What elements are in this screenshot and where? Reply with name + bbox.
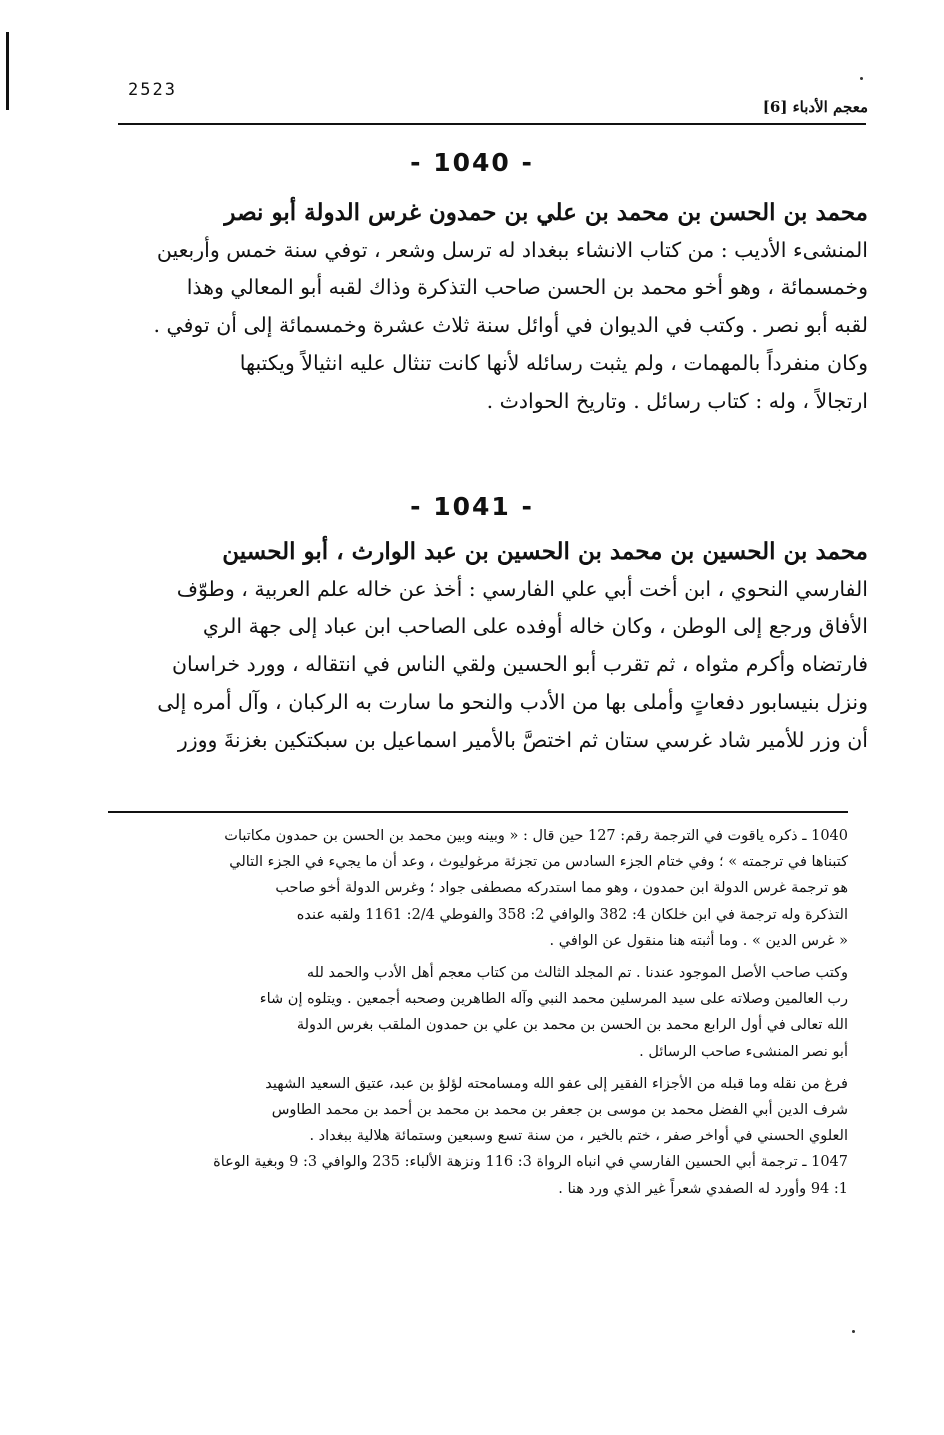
footnote-line: شرف الدين أبي الفضل محمد بن موسى بن جعفر بن محمد بن محمد بن أحمد بن محمد الطاوس — [271, 1102, 848, 1119]
footnote-line: وكتب صاحب الأصل الموجود عندنا . تم المجلد الثالث من كتاب معجم أهل الأدب والحمد لله — [306, 965, 848, 982]
entry-1041-line: الفارسي النحوي ، ابن أخت أبي علي الفارسي : أخذ عن خاله علم العربية ، وطوّف — [176, 576, 868, 601]
entry-1040-line: وخمسمائة ، وهو أخو محمد بن الحسن صاحب التذكرة وذاك لقبه أبو المعالي وهذا — [186, 275, 868, 300]
footnote-line: أبو نصر المنشىء صاحب الرسائل . — [639, 1043, 848, 1060]
scan-speck — [852, 1330, 855, 1333]
entry-1040-line: ارتجالاً ، وله : كتاب رسائل . وتاريخ الحوادث . — [486, 388, 868, 413]
header-rule — [118, 123, 866, 125]
footnote-line: 1047 ـ ترجمة أبي الحسين الفارسي في انباه الرواة 3: 116 ونزهة الألباء: 235 والوافي 3: 9 وبغية الوعاة — [213, 1154, 848, 1171]
entry-1041-body — [108, 533, 868, 759]
entry-1040-line: وكان منفرداً بالمهمات ، ولم يثبت رسائله لأنها كانت تنثال عليه انثيالاً ويكتبها — [239, 350, 868, 375]
footnote-line: رب العالمين وصلاته على سيد المرسلين محمد النبي وآله الطاهرين وصحبه أجمعين . ويتلوه إن شاء — [259, 991, 848, 1008]
page-number: 2523 — [128, 80, 177, 100]
scan-speck — [860, 77, 863, 80]
footnotes — [86, 823, 848, 1202]
entry-1041-line: أن وزر للأمير شاد غرسي ستان ثم اختصَّ بالأمير اسماعيل بن سبكتكين بغزنةَ ووزر — [177, 727, 868, 752]
running-head: معجم الأدباء [6] — [762, 98, 868, 116]
footnote-line: الله تعالى في أول الرابع محمد بن الحسن بن محمد بن علي بن حمدون الملقب بغرس الدولة — [296, 1017, 848, 1034]
entry-1040-line: المنشىء الأديب : من كتاب الانشاء ببغداد له ترسل وشعر ، توفي سنة خمس وأربعين — [156, 237, 868, 262]
footnote-line: هو ترجمة غرس الدولة ابن حمدون ، وهو مما استدركه مصطفى جواد ؛ وغرس الدولة أخو صاحب — [275, 880, 848, 897]
footnote-line: 1040 ـ ذكره ياقوت في الترجمة رقم: 127 حين قال : « وبينه وبين محمد بن الحسن بن حمدون مكاتبات — [224, 828, 848, 844]
footnote-line: كتبناها في ترجمته » ؛ وفي ختام الجزء السادس من تجزئة مرغوليوث ، وعد أن ما يجيء في الجزء التالي — [229, 854, 848, 871]
scan-edge-line — [6, 32, 9, 110]
footnote-line: العلوي الحسني في أواخر صفر ، ختم بالخير ، من سنة تسع وسبعين وستمائة هلالية ببغداد . — [309, 1128, 848, 1145]
entry-1041-line: ونزل بنيسابور دفعاتٍ وأملى بها من الأدب والنحو ما سارت به الركبان ، وآل أمره إلى — [157, 689, 868, 714]
page-header — [118, 80, 868, 120]
entry-1041-heading: محمد بن الحسين بن محمد بن الحسين بن عبد الوارث ، أبو الحسين — [222, 538, 868, 565]
footnote-rule — [108, 811, 848, 813]
entry-1040-line: لقبه أبو نصر . وكتب في الديوان في أوائل سنة ثلاث عشرة وخمسمائة إلى أن توفي . — [153, 313, 868, 338]
footnote-line: فرغ من نقله وما قبله من الأجزاء الفقير إلى عفو الله ومسامحته لؤلؤ بن عبد، عتيق السعيد الشهيد — [265, 1075, 848, 1092]
footnote-line: 1: 94 وأورد له الصفدي شعراً غير الذي ورد هنا . — [558, 1180, 848, 1197]
entry-1040-body — [108, 194, 868, 420]
footnote-line: التذكرة وله ترجمة في ابن خلكان 4: 382 والوافي 2: 358 والفوطي 2/4: 1161 ولقبه عنده — [296, 906, 848, 923]
entry-number-1040: - 1040 - — [410, 148, 534, 177]
entry-1041-line: فارتضاه وأكرم مثواه ، ثم تقرب أبو الحسين ولقي الناس في انتقاله ، وورد خراسان — [171, 652, 868, 677]
entry-1040-heading: محمد بن الحسن بن محمد بن علي بن حمدون غرس الدولة أبو نصر — [224, 199, 868, 226]
footnote-line: « غرس الدين » . وما أثبته هنا منقول عن الوافي . — [549, 932, 848, 949]
entry-number-1041: - 1041 - — [410, 492, 534, 521]
entry-1041-line: الأفاق ورجع إلى الوطن ، وكان خاله أوفده على الصاحب ابن عباد إلى جهة الري — [202, 614, 868, 639]
